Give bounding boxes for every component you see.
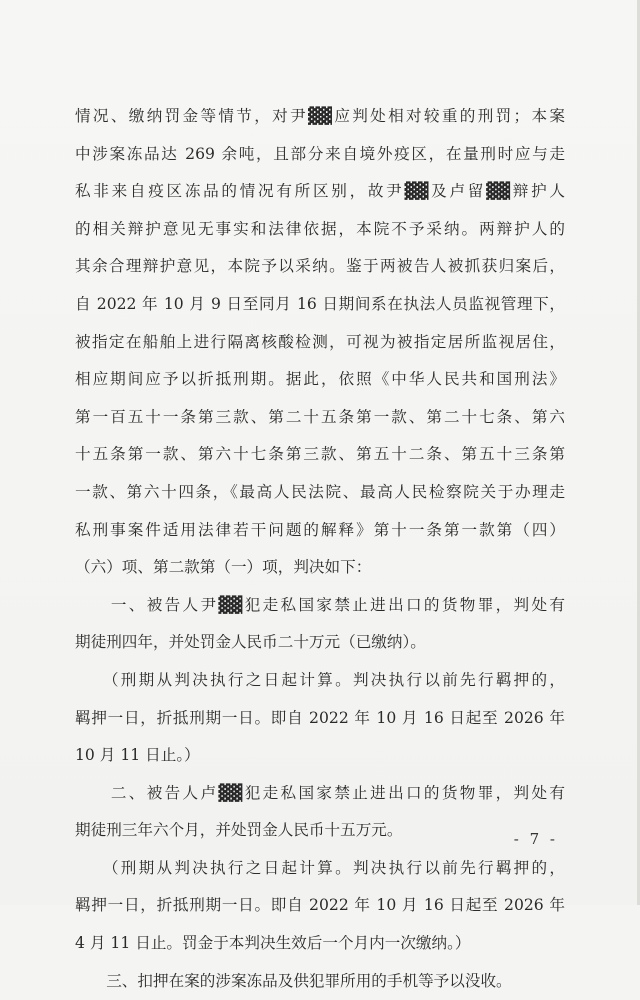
text-line: 二、被告人卢▓▓犯走私国家禁止进出口的货物罪，判处有 [75, 783, 565, 802]
text-line: （六）项、第二款第（一）项，判决如下： [75, 558, 372, 577]
text-line: 其余合理辩护意见，本院予以采纳。鉴于两被告人被抓获归案后， [75, 257, 565, 276]
text-line: 私刑事案件适用法律若干问题的解释》第十一条第一款第（四） [75, 520, 565, 539]
judgment-body [75, 98, 565, 1000]
text-line: （刑期从判决执行之日起计算。判决执行以前先行羁押的， [75, 858, 565, 877]
text-line: 相应期间应予以折抵刑期。据此，依照《中华人民共和国刑法》 [75, 370, 565, 389]
text-line: 中涉案冻品达 269 余吨，且部分来自境外疫区，在量刑时应与走 [75, 144, 565, 163]
text-line: 的相关辩护意见无事实和法律依据，本院不予采纳。两辩护人的 [75, 219, 565, 238]
text-line: 羁押一日，折抵刑期一日。即自 2022 年 10 月 16 日起至 2026 年 [75, 896, 565, 915]
text-line: 自 2022 年 10 月 9 日至同月 16 日期间系在执法人员监视管理下， [75, 294, 565, 313]
text-line: 10 月 11 日止。） [75, 746, 200, 765]
text-line: 4 月 11 日止。罚金于本判决生效后一个月内一次缴纳。） [75, 934, 471, 953]
text-line: 三、扣押在案的涉案冻品及供犯罪所用的手机等予以没收。 [75, 971, 512, 990]
text-line: 期徒刑四年，并处罚金人民币二十万元（已缴纳）。 [75, 633, 426, 652]
text-line: 被指定在船舶上进行隔离核酸检测，可视为被指定居所监视居住， [75, 332, 565, 351]
text-line: 十五条第一款、第六十七条第三款、第五十二条、第五十三条第 [75, 445, 565, 464]
text-line: 第一百五十一条第三款、第二十五条第一款、第二十七条、第六 [75, 407, 565, 426]
text-line: 羁押一日，折抵刑期一日。即自 2022 年 10 月 16 日起至 2026 年 [75, 708, 565, 727]
text-line: 一款、第六十四条，《最高人民法院、最高人民检察院关于办理走 [75, 482, 565, 501]
text-line: （刑期从判决执行之日起计算。判决执行以前先行羁押的， [75, 670, 565, 689]
text-line: 私非来自疫区冻品的情况有所区别，故尹▓▓及卢留▓▓辩护人 [75, 182, 565, 201]
text-line: 一、被告人尹▓▓犯走私国家禁止进出口的货物罪，判处有 [75, 595, 565, 614]
page-number: - 7 - [513, 830, 558, 848]
text-line: 期徒刑三年六个月，并处罚金人民币十五万元。 [75, 821, 403, 840]
text-line: 情况、缴纳罚金等情节，对尹▓▓应判处相对较重的刑罚；本案 [75, 107, 565, 125]
